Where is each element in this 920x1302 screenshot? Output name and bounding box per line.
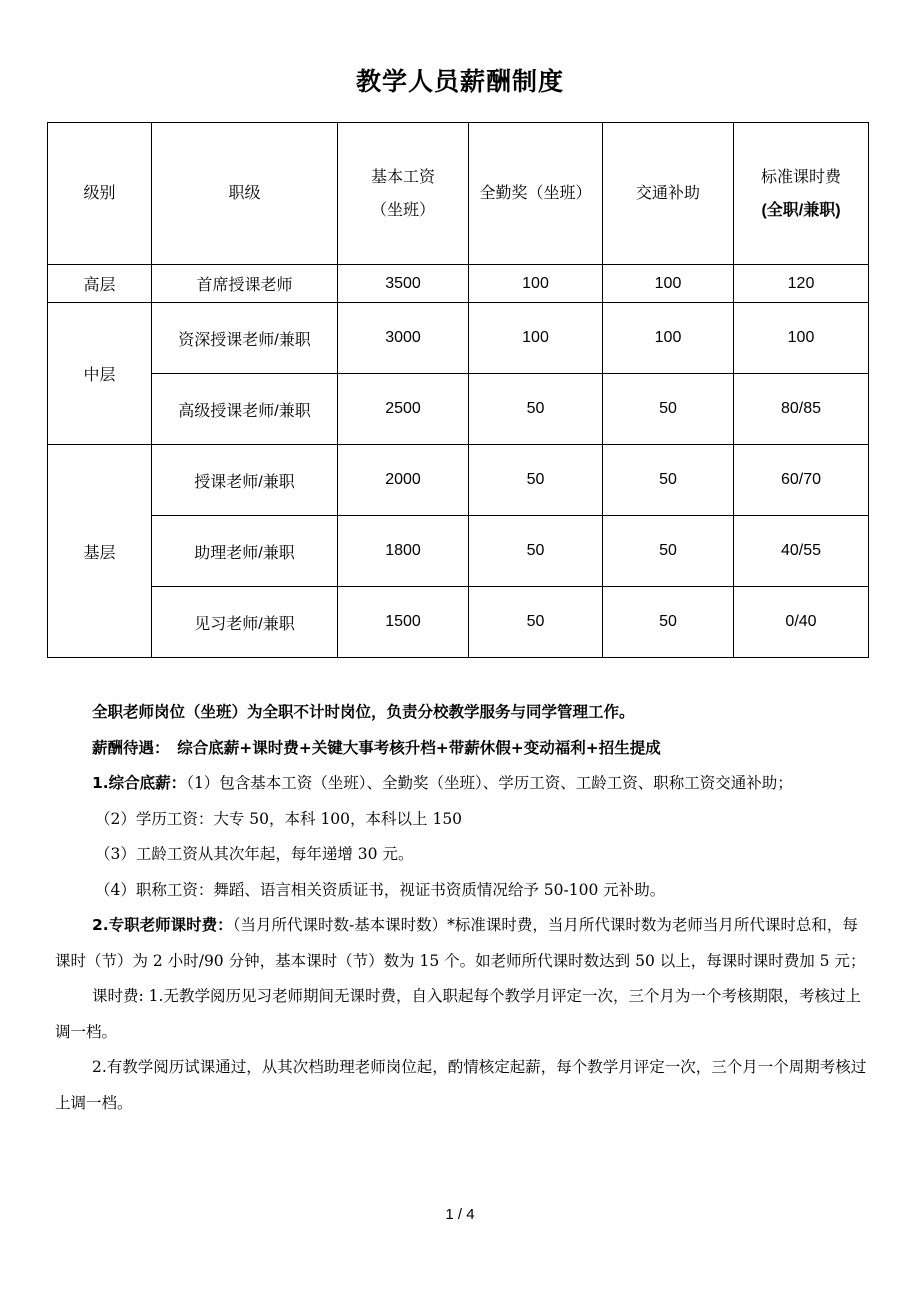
transport-cell: 100: [603, 265, 734, 303]
rank-cell: 见习老师/兼职: [152, 587, 338, 658]
attendance-cell: 100: [469, 303, 603, 374]
position-text: 全职老师岗位（坐班）为全职不计时岗位，负责分校教学服务与同学管理工作。: [92, 703, 635, 721]
base-cell: 3500: [338, 265, 469, 303]
transport-cell: 50: [603, 587, 734, 658]
document-title: 教学人员薪酬制度: [355, 67, 564, 96]
fee-cell: 120: [734, 265, 869, 303]
transport-cell: 50: [603, 516, 734, 587]
fee-cell: 0/40: [734, 587, 869, 658]
table-row: [48, 265, 869, 303]
table-row: [48, 445, 869, 516]
paragraph-compensation: [55, 731, 867, 767]
base-cell: 2000: [338, 445, 469, 516]
paragraph-fee-rule-2: 2.有教学阅历试课通过，从其次档助理老师岗位起，酌情核定起薪，每个教学月评定一次，三个月一个周期考核过上调一档。: [55, 1058, 867, 1112]
attendance-cell: 50: [469, 374, 603, 445]
base-cell: 1800: [338, 516, 469, 587]
paragraph-base-salary: [55, 766, 867, 802]
compensation-label: 薪酬待遇：: [92, 738, 162, 757]
table-row: [48, 587, 869, 658]
level-cell-senior: 高层: [48, 265, 152, 303]
header-attendance: 全勤奖（坐班）: [469, 123, 603, 265]
transport-cell: 50: [603, 374, 734, 445]
header-level: 级别: [48, 123, 152, 265]
level-cell-middle: 中层: [48, 303, 152, 445]
level-cell-base: 基层: [48, 445, 152, 658]
compensation-text: 综合底薪+课时费+关键大事考核升档+带薪休假+变动福利+招生提成: [161, 738, 661, 757]
base-cell: 2500: [338, 374, 469, 445]
rank-cell: 首席授课老师: [152, 265, 338, 303]
paragraph-seniority-pay: （3）工龄工资从其次年起，每年递增 30 元。: [95, 845, 414, 863]
fee-cell: 80/85: [734, 374, 869, 445]
header-base-line2: （坐班）: [370, 201, 435, 219]
header-fee-line1: 标准课时费: [760, 168, 841, 186]
transport-cell: 100: [603, 303, 734, 374]
salary-table: [47, 122, 869, 658]
rank-cell: 授课老师/兼职: [152, 445, 338, 516]
base-salary-label: 1.综合底薪：: [92, 774, 187, 792]
table-header-row: [48, 123, 869, 265]
fee-cell: 40/55: [734, 516, 869, 587]
paragraph-fee-rule-1: 课时费: 1.无教学阅历见习老师期间无课时费，自入职起每个教学月评定一次，三个月为一个考核期限，考核过上调一档。: [55, 987, 861, 1041]
header-rank: 职级: [152, 123, 338, 265]
paragraph-title-pay: （4）职称工资：舞蹈、语言相关资质证书，视证书资质情况给予 50-100 元补助。: [95, 880, 666, 899]
paragraph-position: [55, 695, 867, 731]
table-row: [48, 303, 869, 374]
attendance-cell: 50: [469, 516, 603, 587]
attendance-cell: 50: [469, 587, 603, 658]
header-transport: 交通补助: [603, 123, 734, 265]
policy-text: [55, 695, 867, 1121]
attendance-cell: 50: [469, 445, 603, 516]
class-fee-text: （当月所代课时数-基本课时数）*标准课时费，当月所代课时数为老师当月所代课时总和，每课时（节）为 2 小时/90 分钟，基本课时（节）数为 15 个。如老师所代课时数达到 50 以上，每课时课时费加 5 元；: [55, 916, 866, 970]
header-base-line1: 基本工资: [370, 168, 435, 186]
class-fee-label: 2.专职老师课时费：: [92, 916, 233, 934]
attendance-cell: 100: [469, 265, 603, 303]
table-row: [48, 374, 869, 445]
header-base-salary: [338, 123, 469, 265]
transport-cell: 50: [603, 445, 734, 516]
base-cell: 1500: [338, 587, 469, 658]
paragraph-education-pay: （2）学历工资：大专 50，本科 100，本科以上 150: [95, 809, 463, 828]
rank-cell: 助理老师/兼职: [152, 516, 338, 587]
rank-cell: 资深授课老师/兼职: [152, 303, 338, 374]
fee-cell: 100: [734, 303, 869, 374]
table-row: [48, 516, 869, 587]
fee-cell: 60/70: [734, 445, 869, 516]
page-number: 1 / 4: [445, 1206, 475, 1223]
base-cell: 3000: [338, 303, 469, 374]
header-class-fee: [734, 123, 869, 265]
base-salary-text: （1）包含基本工资（坐班）、全勤奖（坐班）、学历工资、工龄工资、职称工资交通补助；: [186, 774, 793, 792]
rank-cell: 高级授课老师/兼职: [152, 374, 338, 445]
paragraph-class-fee: [55, 908, 867, 979]
header-fee-line2: (全职/兼职): [761, 201, 841, 219]
